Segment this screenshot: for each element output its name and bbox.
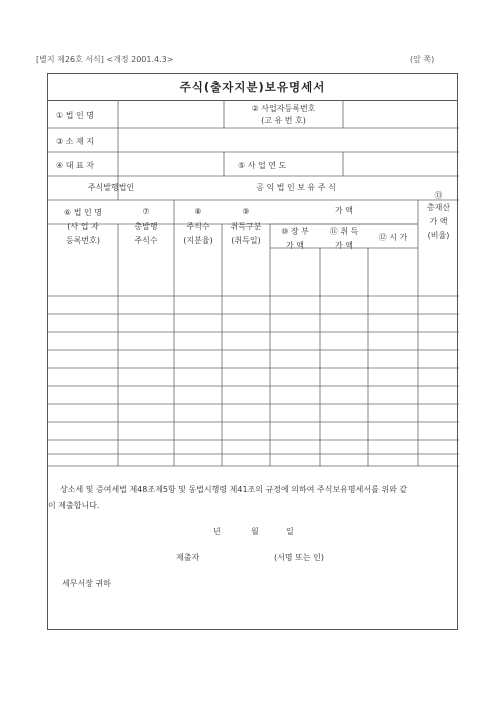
page-side-label: (앞 쪽) bbox=[410, 55, 435, 64]
holding-group-header: 공 익 법 인 보 유 주 식 bbox=[256, 183, 336, 192]
unique-number-label: (고 유 번 호) bbox=[261, 116, 306, 125]
form-number: [별지 제26호 서식] <개정 2001.4.3> bbox=[36, 55, 174, 64]
form-frame bbox=[47, 73, 458, 630]
col-total-shares-line1: 총발행 bbox=[134, 222, 158, 231]
col-total-shares-number: ⑦ bbox=[142, 207, 150, 216]
col-shares-line1: 주식수 bbox=[186, 222, 210, 231]
submitter-label: 제출자 bbox=[176, 553, 200, 562]
col-acquisition-value-line1: ⑪ 취 득 bbox=[329, 227, 359, 236]
representative-label: ④ 대 표 자 bbox=[56, 161, 94, 170]
reg-number-label: ② 사업자등록번호 bbox=[251, 104, 316, 113]
date-month-label: 월 bbox=[251, 527, 259, 536]
col-corp-name-sub1: (사 업 자 bbox=[67, 222, 99, 231]
col-total-shares-line2: 주식수 bbox=[134, 236, 158, 245]
value-group-header: 가 액 bbox=[335, 206, 353, 215]
date-day-label: 일 bbox=[286, 527, 294, 536]
issuer-group-header: 주식발행법인 bbox=[87, 183, 135, 192]
col-acquisition-line1: 취득구분 bbox=[230, 222, 262, 231]
col-book-value-line2: 가 액 bbox=[286, 241, 304, 250]
statement-line-1: 상소세 및 증여세법 제48조제5항 및 동법시행령 제41조의 규정에 의하여 주식보유명세서를 위와 같 bbox=[60, 485, 408, 494]
col-shares-number: ⑧ bbox=[194, 207, 202, 216]
corp-name-label: ① 법 인 명 bbox=[56, 111, 94, 120]
col-corp-name-header: ⑥ 법 인 명 bbox=[64, 208, 102, 217]
col-shares-line2: (지분율) bbox=[183, 236, 213, 245]
signature-label: (서명 또는 인) bbox=[274, 553, 324, 562]
col-book-value-line1: ⑩ 장 부 bbox=[281, 227, 309, 236]
date-year-label: 년 bbox=[213, 527, 221, 536]
col-acquisition-line2: (취득일) bbox=[231, 236, 261, 245]
col-acquisition-number: ⑨ bbox=[242, 207, 250, 216]
col-total-assets-line3: (비율) bbox=[427, 231, 450, 240]
col-market-value: ⑫ 시 가 bbox=[378, 233, 408, 242]
form-title: 주식(출자지분)보유명세서 bbox=[48, 74, 457, 101]
col-total-assets-line1: 총재산 bbox=[426, 203, 451, 212]
col-total-assets-line2: 가 액 bbox=[429, 217, 448, 226]
statement-line-2: 이 제출합니다. bbox=[48, 501, 100, 510]
form-grid-lines bbox=[48, 74, 459, 631]
col-total-assets-number: ⑬ bbox=[434, 191, 443, 200]
address-label: ③ 소 재 지 bbox=[56, 137, 94, 146]
col-corp-name-sub2: 등록번호) bbox=[65, 236, 101, 245]
recipient-label: 세무서장 귀하 bbox=[62, 579, 111, 588]
business-year-label: ⑤ 사 업 연 도 bbox=[238, 161, 287, 170]
col-acquisition-value-line2: 가 액 bbox=[335, 241, 353, 250]
